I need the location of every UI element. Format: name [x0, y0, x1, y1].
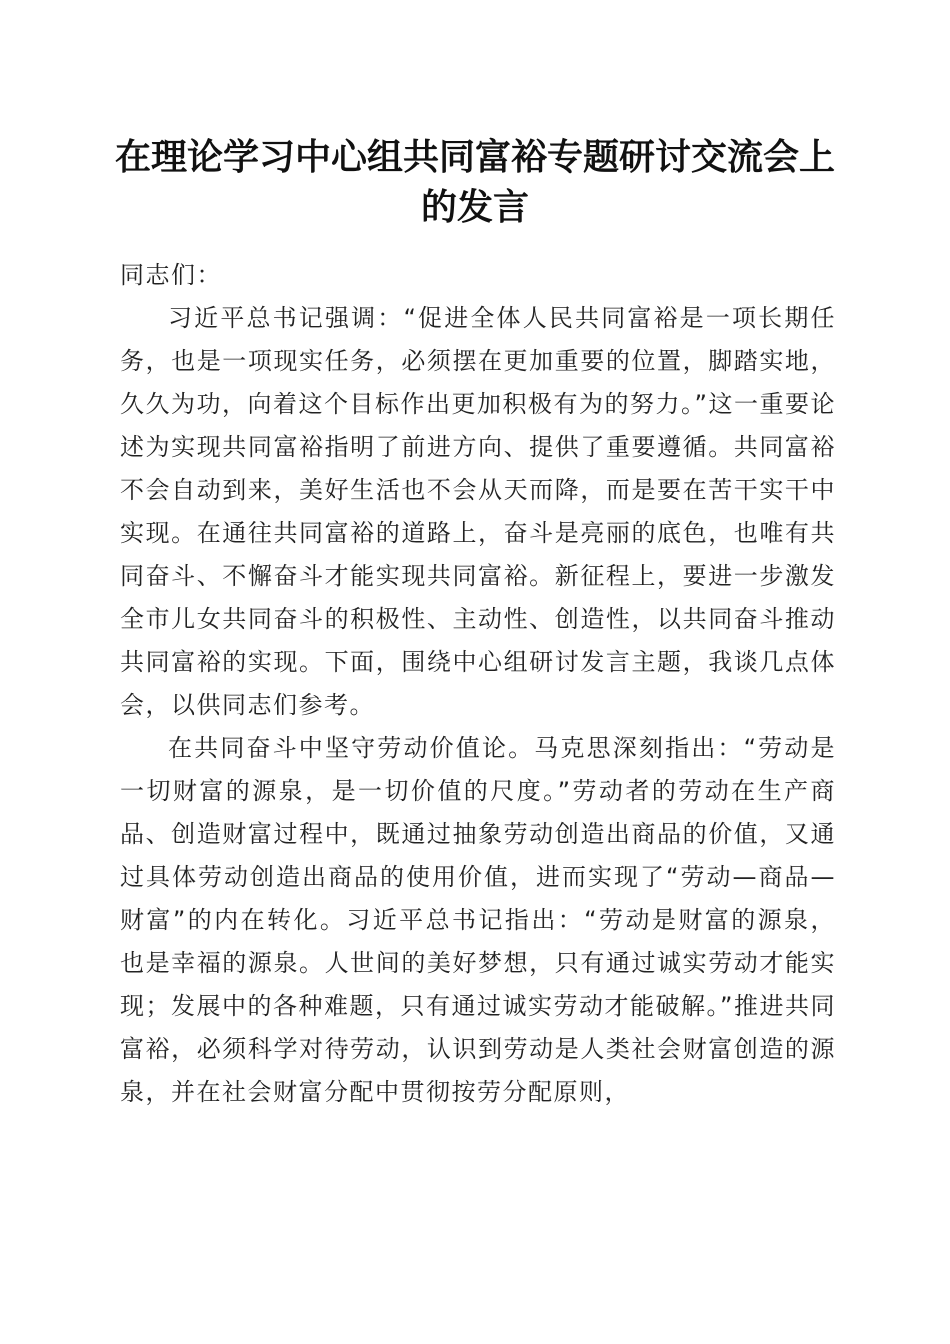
paragraph-2: 在共同奋斗中坚守劳动价值论。马克思深刻指出：“劳动是一切财富的源泉，是一切价值的尺度。”劳动者的劳动在生产商品、创造财富过程中，既通过抽象劳动创造出商品的价值，又通过具体劳动创造出商品的使用价值，进而实现了“劳动—商品—财富”的内在转化。习近平总书记指出：“劳动是财富的源泉，也是幸福的源泉。人世间的美好梦想，只有通过诚实劳动才能实现；发展中的各种难题，只有通过诚实劳动才能破解。”推进共同富裕，必须科学对待劳动，认识到劳动是人类社会财富创造的源泉，并在社会财富分配中贯彻按劳分配原则，: [120, 734, 836, 1106]
document-body: [120, 254, 836, 1114]
salutation: 同志们：: [120, 261, 222, 289]
document-title: 在理论学习中心组共同富裕专题研讨交流会上的发言: [114, 136, 835, 228]
paragraph-1: 习近平总书记强调：“促进全体人民共同富裕是一项长期任务，也是一项现实任务，必须摆在更加重要的位置，脚踏实地，久久为功，向着这个目标作出更加积极有为的努力。”这一重要论述为实现共同富裕指明了前进方向、提供了重要遵循。共同富裕不会自动到来，美好生活也不会从天而降，而是要在苦干实干中实现。在通往共同富裕的道路上，奋斗是亮丽的底色，也唯有共同奋斗、不懈奋斗才能实现共同富裕。新征程上，要进一步激发全市儿女共同奋斗的积极性、主动性、创造性，以共同奋斗推动共同富裕的实现。下面，围绕中心组研讨发言主题，我谈几点体会，以供同志们参考。: [120, 304, 836, 719]
